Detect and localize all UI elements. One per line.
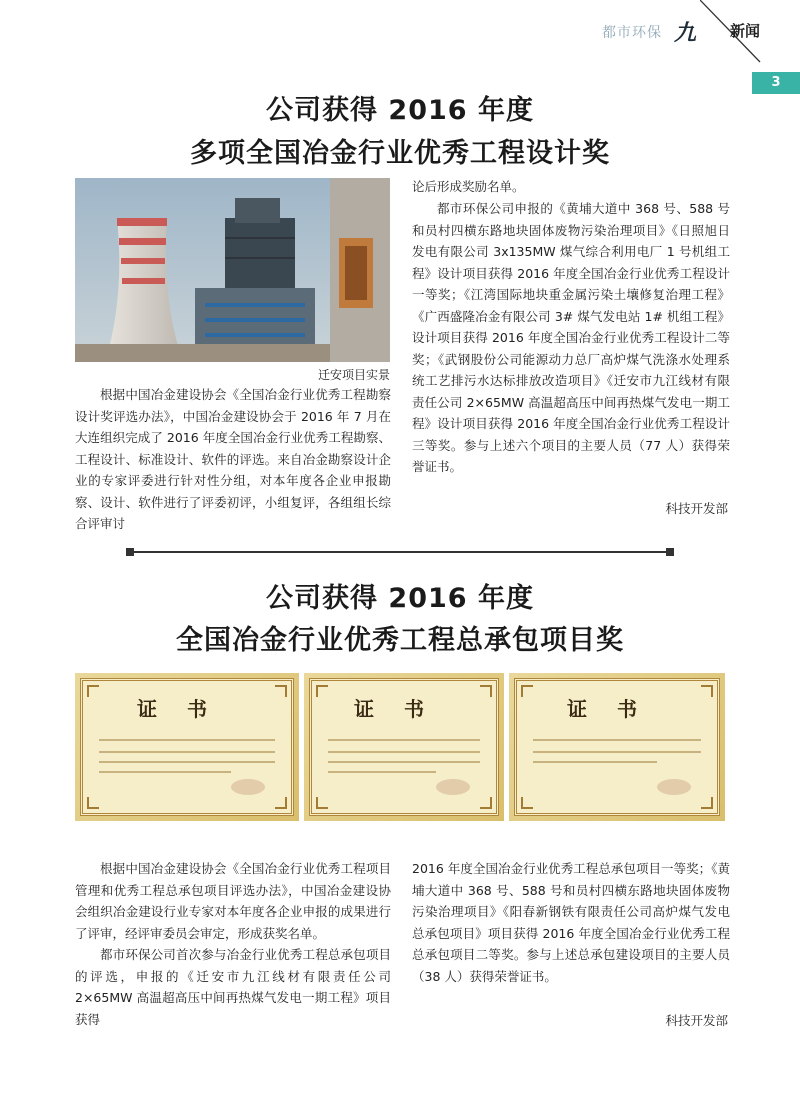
certificate-1: [75, 673, 299, 821]
certificate-3-seal: [657, 779, 691, 795]
article2-title-line2: 全国冶金行业优秀工程总承包项目奖: [176, 625, 624, 656]
article2-title-line1: 公司获得 2016 年度: [266, 583, 534, 614]
section-divider: [128, 551, 672, 553]
article1-right-paragraph: 都市环保公司申报的《黄埔大道中 368 号、588 号和员村四横东路地块固体废物污染治理项目》《日照旭日发电有限公司 3x135MW 煤气综合利用电厂 1 号机组工程》设计项目获得 2016 年度全国冶金行业优秀工程设计一等奖；《江湾国际地块重金属污染土壤修复治理工程》《广西盛隆冶金有限公司 3# 煤气发电站 1# 机组工程》设计项目获得 2016 年度全国冶金行业优秀工程设计二等奖；《武钢股份公司能源动力总厂高炉煤气洗涤水处理系统工艺排污水达标排放改造项目》《迁安市九江线材有限责任公司 2×65MW 高温超高压中间再热煤气发电一期工程》设计项目获得 2016 年度全国冶金行业优秀工程设计三等奖。参与上述六个项目的主要人员（77 人）获得荣誉证书。: [412, 201, 730, 474]
article1-title-line1: 公司获得 2016 年度: [266, 95, 534, 126]
certificate-1-title: 证书: [137, 697, 237, 721]
certificate-3-title: 证书: [567, 697, 667, 721]
article2-right-paragraph: 2016 年度全国冶金行业优秀工程总承包项目一等奖；《黄埔大道中 368 号、588 号和员村四横东路地块固体废物污染治理项目》《阳春新钢铁有限责任公司高炉煤气发电总承包项目》项目获得 2016 年度全国冶金行业优秀工程总承包项目二等奖。参与上述总承包建设项目的主要人员（38 人）获得荣誉证书。: [412, 861, 730, 984]
page-number: 3: [752, 72, 800, 94]
certificate-2: [304, 673, 504, 821]
article2-left-paragraph-1: 根据中国冶金建设协会《全国冶金行业优秀工程项目管理和优秀工程总承包项目评选办法》，中国冶金建设协会组织冶金建设行业专家对本年度各企业申报的成果进行了评审，经评审委员会审定，形成获奖名单。: [75, 861, 391, 941]
article1-signature: 科技开发部: [665, 501, 728, 516]
magazine-logo: 九: [674, 20, 697, 46]
certificate-2-seal: [436, 779, 470, 795]
article1-left-paragraph: 根据中国冶金建设协会《全国冶金行业优秀工程勘察设计奖评选办法》，中国冶金建设协会于 2016 年 7 月在大连组织完成了 2016 年度全国冶金行业优秀工程勘察、工程设计、标准设计、软件的评选。来自冶金勘察设计企业的专家评委进行针对性分组，对本年度各企业申报勘察、设计、软件进行了评委初评，小组复评，各组组长综合评审讨: [75, 387, 391, 531]
photo-caption: 迁安项目实景: [317, 368, 390, 382]
article1-title-line2: 多项全国冶金行业优秀工程设计奖: [190, 138, 610, 169]
project-photo: [75, 178, 390, 362]
divider-right-dot: [666, 548, 674, 556]
article2-signature: 科技开发部: [665, 1013, 728, 1028]
article1-right-paragraph-continued: 论后形成奖励名单。: [412, 179, 525, 194]
certificate-3: [509, 673, 725, 821]
article2-left-paragraph-2: 都市环保公司首次参与冶金行业优秀工程总承包项目的评选，申报的《迁安市九江线材有限责任公司 2×65MW 高温超高压中间再热煤气发电一期工程》项目获得: [75, 947, 391, 1027]
certificate-1-seal: [231, 779, 265, 795]
certificate-2-title: 证书: [354, 697, 454, 721]
section-label: 新闻: [730, 22, 761, 40]
magazine-brand: 都市环保: [602, 25, 662, 41]
